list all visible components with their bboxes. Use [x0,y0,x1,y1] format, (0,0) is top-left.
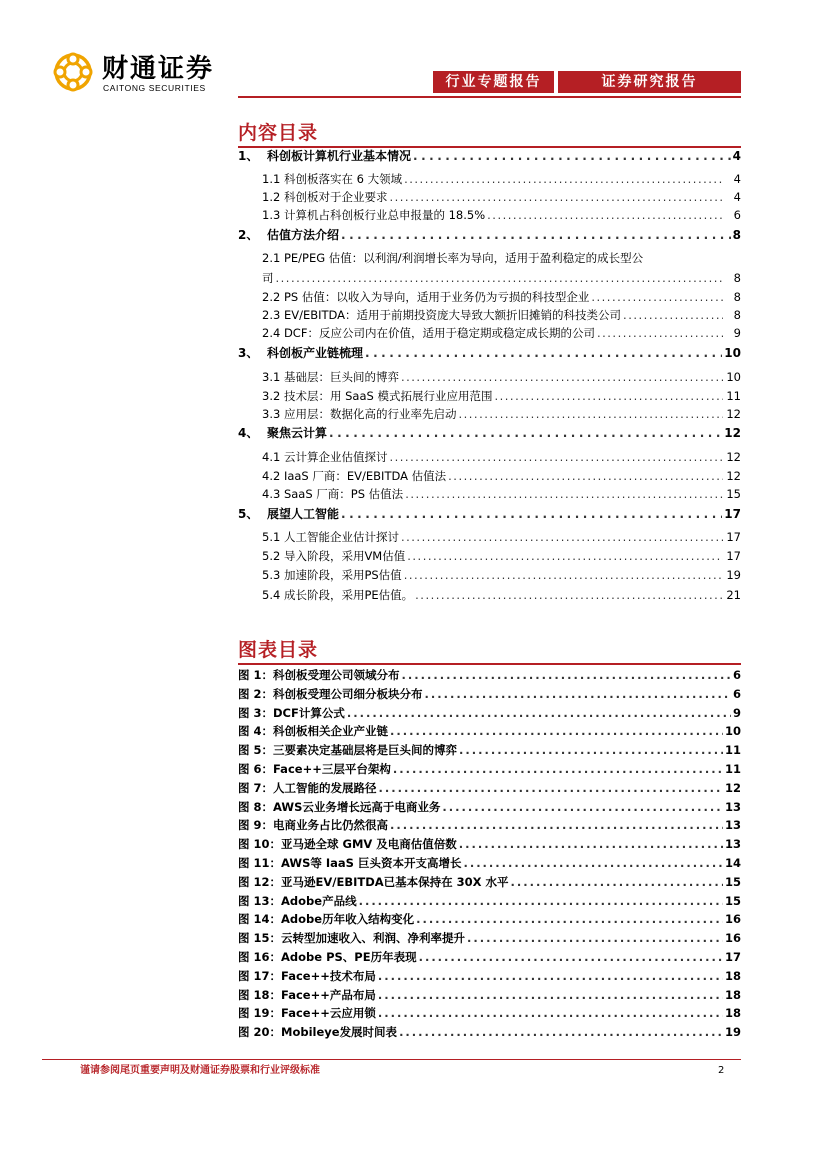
brand-name-cn: 财通证券 [102,54,215,84]
figure-page-number: 6 [732,668,741,682]
header-divider [238,96,741,98]
toc-section-4[interactable] [238,424,741,442]
dot-leader [401,368,723,386]
dot-leader [416,910,723,929]
toc-item-wrapped-line[interactable]: 2.1 PE/PEG 估值：以利润/利润增长率为导向，适用于盈利稳定的成长型公 [262,251,644,265]
toc-item-text: 2.3 EV/EBITDA：适用于前期投资庞大导致大额折旧摊销的科技类公司 [262,308,622,322]
page-number: 2 [718,1065,725,1076]
figure-list-item[interactable] [238,685,741,704]
report-type-tag: 行业专题报告 [433,71,554,93]
figure-list-item-text: 图 14：Adobe历年收入结构变化 [238,912,415,927]
toc-page-number: 8 [733,271,741,285]
page-header [0,0,827,100]
toc-page-number: 17 [726,549,741,563]
toc-page-number: 12 [726,469,741,483]
dot-leader [378,1004,723,1023]
dot-leader [404,170,723,188]
footer-divider [42,1059,741,1060]
toc-item[interactable] [262,528,741,546]
figure-page-number: 17 [724,950,741,964]
caitong-logo-icon [51,52,95,92]
dot-leader [379,779,723,798]
toc-page-number: 12 [726,450,741,464]
dot-leader [389,448,723,466]
toc-item-text: 1.2 科创板对于企业要求 [262,190,388,204]
figure-list-item[interactable] [238,854,741,873]
toc-section-title: 估值方法介绍 [267,228,340,242]
dot-leader [458,405,723,423]
toc-item[interactable] [262,405,741,423]
figure-list-item[interactable] [238,1004,741,1023]
figure-list-item-text: 图 2：科创板受理公司细分板块分布 [238,686,423,701]
figure-list-item-text: 图 16：Adobe PS、PE历年表现 [238,950,417,964]
figure-page-number: 16 [724,912,741,927]
figure-list-item-text: 图 20：Mobileye发展时间表 [238,1025,398,1040]
dot-leader [359,892,723,911]
figure-list-item-text: 图 17：Face++技术布局 [238,968,376,983]
toc-item[interactable] [262,387,741,405]
toc-item[interactable] [262,368,741,386]
figure-list-item-text: 图 11：AWS等 IaaS 巨头资本开支高增长 [238,856,462,870]
figure-list-item[interactable] [238,892,741,911]
dot-leader [425,685,731,704]
dot-leader [405,485,723,503]
toc-item-text: 4.1 云计算企业估值探讨 [262,450,388,464]
dot-leader [402,666,731,685]
toc-item-text: 3.1 基础层：巨头间的博弈 [262,370,399,384]
figure-list-item-text: 图 4：科创板相关企业产业链 [238,724,389,739]
figure-page-number: 18 [724,1006,741,1021]
toc-section-number: 2、 [238,228,259,242]
figure-page-number: 14 [724,856,741,870]
toc-title: 内容目录 [238,122,319,144]
toc-item[interactable] [262,206,741,224]
report-category-tag: 证券研究报告 [558,71,741,93]
footer-disclaimer: 谨请参阅尾页重要声明及财通证券股票和行业评级标准 [80,1065,320,1076]
toc-section-number: 4、 [238,426,259,440]
toc-page-number: 8 [733,290,741,304]
dot-leader [463,854,723,873]
toc-page-number: 17 [724,507,741,521]
figure-list-item[interactable] [238,929,741,948]
toc-page-number: 15 [726,487,741,501]
figure-list-item-text: 图 5：三要素决定基础层将是巨头间的博弈 [238,743,458,758]
figure-list-item-text: 图 9：电商业务占比仍然很高 [238,818,389,833]
toc-item-text: 5.2 导入阶段，采用VM估值 [262,549,406,563]
figure-list-item[interactable] [238,948,741,967]
dot-leader [487,206,723,224]
figure-list-item-text: 图 19：Face++云应用锁 [238,1006,376,1021]
toc-item[interactable] [262,566,741,584]
toc-item[interactable] [262,485,741,503]
dot-leader [390,722,723,741]
figure-list-item[interactable] [238,741,741,760]
dot-leader [341,505,722,523]
dot-leader [378,986,723,1005]
toc-page-number: 11 [726,389,741,403]
figure-list-item-text: 图 1：科创板受理公司领域分布 [238,668,400,682]
figure-page-number: 9 [732,705,741,720]
toc-item-text: 5.4 成长阶段，采用PE估值。 [262,588,414,602]
figure-list-item[interactable] [238,722,741,741]
figure-list-item[interactable] [238,910,741,929]
dot-leader [413,147,731,165]
dot-leader [415,586,723,604]
toc-section-1[interactable] [238,147,741,165]
toc-item[interactable] [262,170,741,188]
toc-item[interactable] [262,586,741,604]
figure-page-number: 15 [724,874,741,889]
figure-list-item-text: 图 18：Face++产品布局 [238,987,376,1002]
dot-leader [494,387,723,405]
figure-page-number: 10 [724,724,741,739]
figure-page-number: 18 [724,968,741,983]
figure-page-number: 15 [724,893,741,908]
toc-page-number: 4 [733,190,741,204]
toc-item[interactable] [262,467,741,485]
figure-page-number: 18 [724,987,741,1002]
toc-page-number: 4 [732,149,741,163]
toc-item[interactable] [262,306,741,324]
brand-name-en: CAITONG SECURITIES [103,83,206,93]
figure-list-item-text: 图 10：亚马逊全球 GMV 及电商估值倍数 [238,837,457,852]
figure-list-item-text: 图 15：云转型加速收入、利润、净利率提升 [238,931,466,946]
toc-item-text: 1.3 计算机占科创板行业总申报量的 18.5% [262,208,486,222]
figure-page-number: 12 [724,780,741,795]
dot-leader [407,547,723,565]
toc-item[interactable] [262,269,741,287]
figure-page-number: 11 [724,743,741,758]
toc-item[interactable] [262,188,741,206]
toc-item-text: 司 [262,271,274,285]
toc-section-title: 聚焦云计算 [267,426,328,440]
dot-leader [378,967,723,986]
toc-item-text: 3.2 技术层：用 SaaS 模式拓展行业应用范围 [262,389,493,403]
toc-page-number: 17 [726,530,741,544]
toc-item-text: 5.1 人工智能企业估计探讨 [262,530,399,544]
dot-leader [401,528,723,546]
figure-list-item[interactable] [238,798,741,817]
figure-list-item-text: 图 12：亚马逊EV/EBITDA已基本保持在 30X 水平 [238,874,509,889]
dot-leader [459,835,723,854]
figure-list-title-rule [238,663,741,665]
figure-list-item-text: 图 7：人工智能的发展路径 [238,780,377,795]
figure-list-item-text: 图 3：DCF计算公式 [238,705,345,720]
toc-section-3[interactable] [238,344,741,362]
toc-section-2[interactable] [238,226,741,244]
figure-list-item[interactable] [238,779,741,798]
toc-section-number: 1、 [238,149,259,163]
figure-list-item[interactable] [238,760,741,779]
dot-leader [399,1023,723,1042]
figure-list-item[interactable] [238,816,741,835]
figure-list-item[interactable] [238,986,741,1005]
toc-item[interactable] [262,288,741,306]
figure-list-item[interactable] [238,666,741,685]
figure-page-number: 13 [724,837,741,852]
dot-leader [329,424,722,442]
figure-page-number: 19 [724,1025,741,1040]
toc-item-text: 5.3 加速阶段，采用PS估值 [262,568,402,582]
dot-leader [341,226,731,244]
toc-section-title: 展望人工智能 [267,507,340,521]
dot-leader [623,306,723,324]
dot-leader [365,344,722,362]
figure-page-number: 13 [724,818,741,833]
toc-page-number: 12 [726,407,741,421]
dot-leader [276,269,724,287]
toc-item[interactable] [262,324,741,342]
toc-page-number: 12 [724,426,741,440]
toc-item[interactable] [262,448,741,466]
toc-item-text: 3.3 应用层：数据化高的行业率先启动 [262,407,457,421]
toc-page-number: 10 [724,346,741,360]
toc-page-number: 8 [733,308,741,322]
dot-leader [390,816,723,835]
figure-list-item[interactable] [238,704,741,723]
toc-item-text: 2.4 DCF：反应公司内在价值，适用于稳定期或稳定成长期的公司 [262,326,595,340]
dot-leader [419,948,723,967]
figure-list-item[interactable] [238,873,741,892]
toc-page-number: 10 [726,370,741,384]
toc-page-number: 21 [726,588,741,602]
figure-list-title: 图表目录 [238,639,319,661]
dot-leader [597,324,723,342]
dot-leader [591,288,723,306]
figure-page-number: 13 [724,799,741,814]
dot-leader [389,188,723,206]
toc-section-number: 5、 [238,507,259,521]
dot-leader [448,467,723,485]
figure-page-number: 6 [732,686,741,701]
toc-item-text: 1.1 科创板落实在 6 大领域 [262,172,403,186]
toc-section-title: 科创板产业链梳理 [267,346,364,360]
figure-page-number: 16 [724,931,741,946]
dot-leader [442,798,723,817]
toc-section-number: 3、 [238,346,259,360]
dot-leader [347,704,731,723]
toc-page-number: 19 [726,568,741,582]
dot-leader [467,929,723,948]
dot-leader [511,873,723,892]
figure-list-item-text: 图 13：Adobe产品线 [238,893,357,908]
toc-page-number: 6 [733,208,741,222]
figure-list-item[interactable] [238,1023,741,1042]
toc-item-text: 4.2 IaaS 厂商：EV/EBITDA 估值法 [262,469,447,483]
figure-page-number: 11 [724,762,741,776]
toc-page-number: 4 [733,172,741,186]
figure-list-item[interactable] [238,967,741,986]
figure-list-item-text: 图 8：AWS云业务增长远高于电商业务 [238,799,441,814]
dot-leader [393,760,723,779]
toc-item-text: 2.2 PS 估值：以收入为导向，适用于业务仍为亏损的科技型企业 [262,290,590,304]
toc-item-text: 4.3 SaaS 厂商：PS 估值法 [262,487,404,501]
toc-section-title: 科创板计算机行业基本情况 [267,149,412,163]
dot-leader [404,566,723,584]
toc-section-5[interactable] [238,505,741,523]
toc-page-number: 9 [733,326,741,340]
figure-list-item-text: 图 6：Face++三层平台架构 [238,762,391,776]
figure-list-item[interactable] [238,835,741,854]
toc-item[interactable] [262,547,741,565]
dot-leader [459,741,723,760]
toc-page-number: 8 [732,228,741,242]
